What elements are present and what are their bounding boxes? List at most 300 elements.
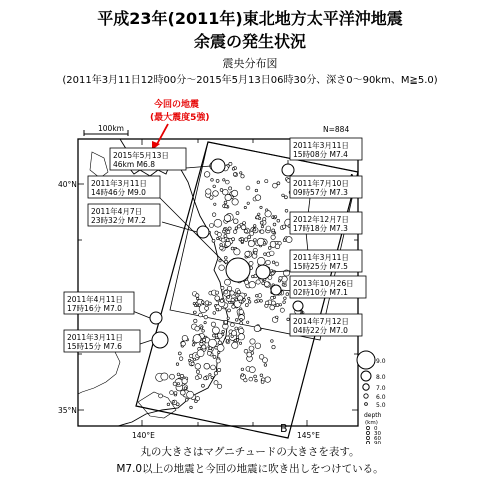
epicenter-point [217,384,221,388]
epicenter-point [213,185,216,188]
epicenter-point [226,340,229,343]
epicenter-point [195,294,199,298]
epicenter-m72 [197,226,209,238]
epicenter-point [232,168,235,171]
epicenter-point [266,209,268,211]
epicenter-point [265,301,269,305]
epicenter-point [196,370,199,373]
epicenter-point [161,373,168,380]
callout-3 [88,204,160,226]
epicenter-point [245,251,250,256]
epicenter-point [227,231,230,234]
epicenter-point [214,372,217,375]
callout-1-date: 2011年3月11日 [293,141,349,150]
epicenter-point [246,186,250,190]
epicenter-point [182,335,188,341]
epicenter-point [212,239,215,242]
epicenter-point [214,381,218,385]
callout-6-detail: 15時25分 M7.5 [293,262,348,271]
epicenter-point [177,383,179,385]
callout-3-detail: 23時32分 M7.2 [91,216,146,225]
epicenter-point [249,261,253,265]
depth-60-label: 60 [374,436,381,442]
epicenter-point [194,304,196,306]
epicenter-point [217,345,224,352]
epicenter-point [221,238,225,242]
epicenter-point [195,400,198,403]
epicenter-point [244,206,246,208]
epicenter-point [272,229,275,232]
epicenter-point [240,172,242,174]
epicenter-point [257,181,260,184]
epicenter-m76 [152,332,168,348]
epicenter-point [203,339,206,342]
epicenter-point [260,230,264,234]
epicenter-point [188,359,190,361]
epicenter-point [230,291,234,295]
epicenter-point [241,240,243,242]
epicenter-m70b [150,312,162,324]
legend-m6-label: 6.0 [376,394,386,401]
page-title: 平成23年(2011年)東北地方太平洋沖地震 [97,9,403,28]
callout-2 [88,176,160,198]
epicenter-point [215,334,218,337]
epicenter-point [244,379,247,382]
epicenter-point [209,302,212,305]
epicenter-point [177,373,180,376]
depth-legend [364,412,382,444]
depth-legend-title: depth [364,412,382,419]
epicenter-point [223,230,226,233]
epicenter-point [227,317,229,319]
legend-circle-m8 [361,371,371,381]
epicenter-point [232,238,235,241]
epicenter-20150513 [211,159,225,173]
epicenter-point [236,212,239,215]
epicenter-point [159,394,163,398]
epicenter-point [284,196,287,199]
epicenter-point [194,319,197,322]
epicenter-point [280,308,284,312]
epicenter-point [209,374,211,376]
epicenter-point [231,247,234,250]
epicenter-point [273,223,276,226]
epicenter-point [254,251,257,254]
callout-10-detail: 15時15分 M7.6 [67,342,122,351]
epicenter-point [204,377,207,380]
epicenter-point [273,183,278,188]
epicenter-point [272,261,275,264]
count-label: N=884 [323,125,350,134]
epicenter-point [217,233,221,237]
epicenter-point [201,301,204,304]
epicenter-point [184,387,187,390]
depth-marker-60 [366,436,369,439]
epicenter-point [212,327,219,334]
epicenter-point [244,238,248,242]
epicenter-point [218,341,221,344]
callout-8-detail: 04時22分 M7.0 [293,326,348,335]
epicenter-point [226,336,230,340]
epicenter-point [241,225,246,230]
epicenter-point [286,293,289,296]
epicenter-map [58,92,388,444]
epicenter-point [266,226,271,231]
epicenter-point [237,291,240,294]
epicenter-point [225,205,228,208]
epicenter-point [243,299,246,302]
epicenter-point [217,368,220,371]
epicenter-point [195,376,199,380]
epicenter-point [220,299,223,302]
epicenter-point [274,216,276,218]
callout-8 [290,314,362,336]
epicenter-point [265,377,271,383]
epicenter-point [240,318,243,321]
epicenter-point [253,225,256,228]
epicenter-point [255,343,261,349]
epicenter-point [240,322,243,325]
epicenter-point [220,246,224,250]
epicenter-point [282,225,285,228]
lat-label-40: 40°N [58,180,77,189]
epicenter-point [174,392,177,395]
callout-1-detail: 15時08分 M7.4 [293,150,348,159]
epicenter-point [206,189,211,194]
epicenter-point [221,286,224,289]
caption-line-2: M7.0以上の地震と今回の地震に吹き出しをつけている。 [116,463,384,475]
epicenter-point [231,323,235,327]
callout-4-detail: 09時57分 M7.3 [293,188,348,197]
callout-10-date: 2011年3月11日 [67,333,123,342]
epicenter-point [244,229,247,232]
epicenter-point [225,279,231,285]
epicenter-point [229,301,231,303]
epicenter-point [248,236,251,239]
epicenter-point [224,215,231,222]
epicenter-point [275,262,279,266]
depth-0-label: 0 [374,426,378,432]
epicenter-point [241,368,244,371]
epicenter-point [212,213,216,217]
epicenter-point [284,297,287,300]
epicenter-point [218,351,220,353]
epicenter-point [223,179,225,181]
epicenter-point [216,308,219,311]
epicenter-point [187,391,194,398]
epicenter-point [199,313,203,317]
epicenter-point [204,315,208,319]
epicenter-point [255,379,258,382]
legend-circle-m7 [363,384,369,390]
epicenter-point [220,244,223,247]
epicenter-point [261,381,264,384]
epicenter-point [249,346,254,351]
epicenter-point [263,242,265,244]
epicenter-point [248,297,250,299]
epicenter-map-svg [58,92,388,444]
legend-circle-m6 [364,394,368,398]
callout-7 [290,276,366,298]
epicenter-point [265,180,268,183]
epicenter-point [225,194,231,200]
epicenter-point [202,330,205,333]
callout-7-date: 2013年10月26日 [293,279,354,288]
epicenter-m74 [282,164,294,176]
epicenter-point [239,342,241,344]
epicenter-point [224,321,227,324]
region-label-b: B [280,422,288,435]
epicenter-point [270,251,275,256]
epicenter-point [222,330,225,333]
lat-label-35: 35°N [58,406,77,415]
epicenter-point [264,282,269,287]
epicenter-point [211,365,216,370]
epicenter-point [211,179,214,182]
epicenter-point [209,347,212,350]
peninsula [138,392,176,418]
epicenter-m75 [256,265,270,279]
epicenter-point [229,187,232,190]
epicenter-point [256,294,259,297]
epicenter-point [257,257,265,265]
epicenter-point [265,211,271,217]
epicenter-point [285,209,288,212]
epicenter-point [235,299,238,302]
epicenter-point [244,349,248,353]
epicenter-point [264,253,267,256]
epicenter-point [233,230,237,234]
epicenter-point [178,352,181,355]
epicenter-point [176,363,179,366]
epicenter-point [170,374,175,379]
epicenter-point [195,364,201,370]
epicenter-point [256,216,259,219]
epicenter-point [271,340,274,343]
legend-m7-label: 7.0 [376,385,386,392]
epicenter-point [270,305,275,310]
epicenter-point [247,202,249,204]
epicenter-point [254,375,257,378]
depth-30-label: 30 [374,431,381,437]
epicenter-point [284,284,286,286]
epicenter-point [287,318,290,321]
epicenter-point [213,312,216,315]
epicenter-points [156,162,306,409]
epicenter-point [245,280,249,284]
epicenter-point [271,235,275,239]
lon-label-140: 140°E [132,431,155,440]
callout-4 [290,176,362,198]
epicenter-point [195,326,200,331]
epicenter-point [245,304,248,307]
callout-2-date: 2011年3月11日 [91,179,147,188]
epicenter-point [211,322,215,326]
highlight-arrow [152,124,168,150]
epicenter-point [260,374,263,377]
epicenter-point [277,219,280,222]
epicenter-point [247,321,249,323]
epicenter-point [213,191,219,197]
epicenter-point [239,310,244,315]
epicenter-point [249,367,255,373]
callout-5-detail: 17時18分 M7.3 [293,224,348,233]
epicenter-point [255,300,258,303]
epicenter-point [259,355,264,360]
epicenter-point [179,357,183,361]
epicenter-m70 [293,301,303,311]
callout-0 [110,148,186,170]
epicenter-point [210,224,214,228]
epicenter-point [173,382,176,385]
epicenter-point [193,358,195,360]
epicenter-point [233,173,236,176]
epicenter-point [255,189,258,192]
legend-m8-label: 8.0 [376,374,386,381]
epicenter-point [185,398,188,401]
epicenter-point [235,319,238,322]
epicenter-point [260,221,263,224]
epicenter-point [216,179,219,182]
epicenter-point [228,309,231,312]
legend-m5-label: 5.0 [376,402,386,409]
epicenter-point [258,213,260,215]
epicenter-point [200,327,202,329]
epicenter-point [260,300,263,303]
epicenter-point [180,390,185,395]
epicenter-point [258,294,262,298]
epicenter-point [172,401,174,403]
epicenter-point [262,282,265,285]
epicenter-point [255,195,261,201]
epicenter-point [226,239,229,242]
callout-3-date: 2011年4月7日 [91,207,143,216]
epicenter-point [170,391,174,395]
highlight-line1: 今回の地震 [154,100,200,110]
epicenter-point [229,162,232,165]
depth-90-label: 90 [374,441,381,444]
epicenter-point [234,249,240,255]
epicenter-point [189,354,193,358]
epicenter-point [233,219,238,224]
epicenter-point [248,241,254,247]
lon-label-145: 145°E [297,431,320,440]
epicenter-point [250,232,254,236]
epicenter-point [194,311,197,314]
epicenter-m90 [226,258,250,282]
epicenter-point [225,180,229,184]
depth-marker-0 [366,426,369,429]
epicenter-point [239,328,244,333]
epicenter-point [167,403,170,406]
epicenter-point [252,275,255,278]
epicenter-point [214,219,222,227]
epicenter-point [205,306,209,310]
callout-2-detail: 14時46分 M9.0 [91,188,146,197]
epicenter-point [272,345,275,348]
callout-0-date: 2015年5月13日 [113,151,169,160]
epicenter-point [279,277,282,280]
epicenter-point [249,281,256,288]
epicenter-point [224,235,227,238]
callout-9-detail: 17時16分 M7.0 [67,304,122,313]
callout-5 [290,212,362,234]
map-title: 震央分布図 [222,57,278,70]
epicenter-point [192,344,195,347]
epicenter-point [182,379,187,384]
epicenter-point [231,298,234,301]
epicenter-point [204,172,210,178]
epicenter-point [232,331,237,336]
epicenter-point [232,199,238,205]
callout-6 [290,250,362,272]
epicenter-point [235,227,238,230]
epicenter-point [202,345,206,349]
epicenter-point [232,190,238,196]
epicenter-point [268,247,271,250]
epicenter-point [219,265,225,271]
epicenter-m71 [271,285,281,295]
epicenter-point [261,225,263,227]
epicenter-point [256,280,260,284]
epicenter-point [234,339,236,341]
callout-4-date: 2011年7月10日 [293,179,349,188]
epicenter-point [275,244,280,249]
depth-legend-unit: (km) [365,420,378,426]
epicenter-point [266,260,271,265]
epicenter-point [211,376,213,378]
epicenter-point [241,374,244,377]
epicenter-point [282,194,285,197]
epicenter-point [214,203,216,205]
magnitude-legend [357,351,386,409]
legend-m9-label: 9.0 [376,358,386,365]
epicenter-point [243,222,246,225]
epicenter-point [228,227,231,230]
epicenter-point [283,301,286,304]
callout-6-date: 2011年3月11日 [293,253,349,262]
epicenter-point [180,374,183,377]
epicenter-point [238,334,244,340]
epicenter-point [216,291,219,294]
callout-9 [64,292,134,314]
epicenter-point [193,335,201,343]
epicenter-point [232,342,238,348]
epicenter-point [271,301,275,305]
page-subtitle: 余震の発生状況 [193,32,306,51]
highlight-line2: (最大震度5強) [150,113,210,123]
epicenter-point [181,342,185,346]
caption-line-1: 丸の大きさはマグニチュードの大きさを表す。 [140,446,360,458]
period-text: (2011年3月11日12時00分～2015年5月13日06時30分、深さ0～90km、M≧5.0) [62,75,438,86]
epicenter-point [254,239,257,242]
epicenter-point [224,201,227,204]
callout-5-date: 2012年12月7日 [293,215,349,224]
epicenter-point [264,364,267,367]
epicenter-point [251,352,254,355]
epicenter-point [190,406,193,409]
epicenter-point [213,355,216,358]
epicenter-point [197,350,204,357]
depth-marker-30 [366,431,369,434]
epicenter-point [224,290,228,294]
epicenter-point [239,300,242,303]
epicenter-point [176,403,179,406]
epicenter-point [191,362,194,365]
epicenter-point [286,237,292,243]
epicenter-point [277,182,280,185]
epicenter-point [235,327,238,330]
